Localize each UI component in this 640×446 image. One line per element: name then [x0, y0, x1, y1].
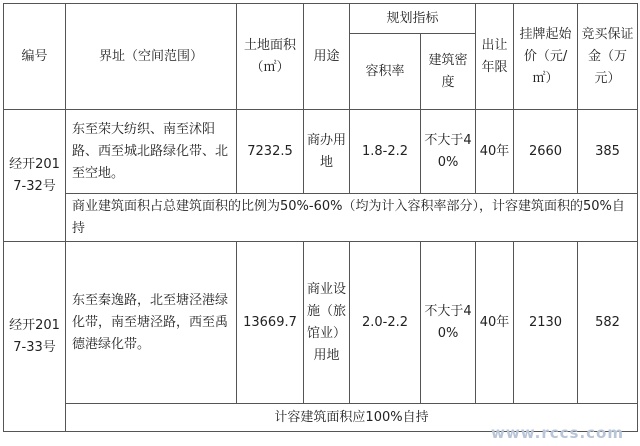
table-row: [4, 194, 638, 242]
header-price: 挂牌起始价（元/㎡）: [514, 4, 578, 110]
parcel-boundary: 东至荣大纺织、南至沭阳路、西至城北路绿化带、北至空地。: [66, 110, 237, 194]
land-parcel-table: [3, 3, 638, 432]
header-id: 编号: [4, 4, 66, 110]
parcel-boundary: 东至秦逸路，北至塘泾港绿化带，南至塘泾路，西至禹德港绿化带。: [66, 242, 237, 404]
table-row: [4, 242, 638, 404]
header-density: 建筑密度: [421, 34, 476, 110]
parcel-id: 经开2017-32号: [4, 110, 66, 242]
parcel-density: 不大于40%: [421, 242, 476, 404]
parcel-id: 经开2017-33号: [4, 242, 66, 432]
header-use: 用途: [304, 4, 350, 110]
parcel-area: 13669.7: [237, 242, 304, 404]
parcel-note: 商业建筑面积占总建筑面积的比例为50%-60%（均为计入容积率部分），计容建筑面积的50%自持: [66, 194, 638, 242]
watermark: www.rccs.com: [491, 424, 624, 442]
parcel-far: 1.8-2.2: [350, 110, 421, 194]
parcel-price: 2130: [514, 242, 578, 404]
header-planning: 规划指标: [350, 4, 476, 34]
parcel-area: 7232.5: [237, 110, 304, 194]
parcel-deposit: 582: [578, 242, 638, 404]
parcel-far: 2.0-2.2: [350, 242, 421, 404]
parcel-term: 40年: [476, 242, 514, 404]
header-term: 出让年限: [476, 4, 514, 110]
parcel-use: 商业设施（旅馆业）用地: [304, 242, 350, 404]
parcel-deposit: 385: [578, 110, 638, 194]
parcel-use: 商办用地: [304, 110, 350, 194]
header-deposit: 竞买保证金（万元）: [578, 4, 638, 110]
parcel-price: 2660: [514, 110, 578, 194]
header-boundary: 界址（空间范围）: [66, 4, 237, 110]
parcel-note: 计容建筑面积应100%自持: [66, 404, 638, 432]
parcel-density: 不大于40%: [421, 110, 476, 194]
header-area: 土地面积（㎡）: [237, 4, 304, 110]
table-row: [4, 110, 638, 194]
parcel-term: 40年: [476, 110, 514, 194]
header-far: 容积率: [350, 34, 421, 110]
